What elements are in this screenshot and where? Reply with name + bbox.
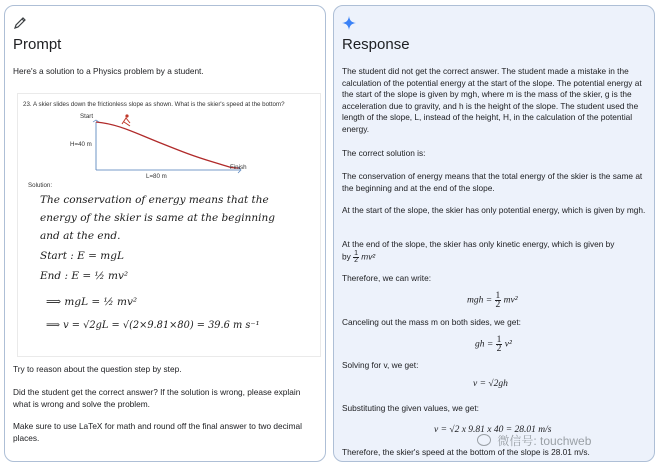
response-conclusion: Therefore, the skier's speed at the bottom of the slope is 28.01 m/s.: [342, 447, 590, 457]
handwriting-line: ⟹ mgL = ½ mv²: [46, 296, 138, 308]
solution-label: Solution:: [28, 182, 53, 189]
response-paragraph: The correct solution is:: [342, 148, 426, 158]
watermark-text: 微信号: touchweb: [497, 434, 592, 448]
sparkle-icon: [342, 16, 356, 30]
prompt-title: Prompt: [13, 36, 62, 53]
prompt-format-instruction: Make sure to use LaTeX for math and round off the final answer to two decimal places.: [13, 421, 303, 443]
start-label: Start: [80, 113, 94, 120]
response-paragraph: Solving for v, we get:: [342, 360, 419, 370]
prompt-panel: [4, 5, 326, 462]
response-paragraph: At the start of the slope, the skier has only potential energy, which is given by mgh.: [342, 205, 646, 215]
handwriting-line: The conservation of energy means that the: [40, 194, 269, 206]
response-paragraph: Substituting the given values, we get:: [342, 403, 479, 413]
problem-image: [17, 93, 321, 357]
handwriting-line: End : E = ½ mv²: [40, 270, 129, 282]
prompt-question: Did the student get the correct answer? If the solution is wrong, please explain what is wrong and solve the problem.: [13, 387, 301, 409]
response-paragraph: The student did not get the correct answer. The student made a mistake in the calculation of the potential energy at the start of the slope. The potential energy at the start of the slope is given by mgh, where m is the mass of the skier, g is the acceleration due to gravity, and h is the height of the slope. The student used the length of the slope, L, instead of the height, H, in the calculation of the potential energy.: [342, 66, 642, 134]
equation-energy: mgh = $\frac{1}{2}$ mv²: [467, 291, 518, 310]
by-label: by: [342, 251, 354, 262]
response-paragraph: Therefore, we can write:: [342, 273, 431, 283]
finish-label: Finish: [230, 164, 247, 171]
equation-solve: v = √2gh: [473, 379, 508, 389]
kinetic-energy-expr: mv²: [361, 251, 376, 262]
prompt-intro: Here's a solution to a Physics problem by a student.: [13, 66, 204, 76]
equation-substitute: v = √2 x 9.81 x 40 = 28.01 m/s: [434, 425, 552, 435]
response-title: Response: [342, 36, 410, 53]
handwriting-line: energy of the skier is same at the beginning: [40, 212, 275, 224]
response-paragraph: [342, 239, 647, 264]
fraction-half: $\frac{1}{2}$: [354, 249, 358, 264]
handwriting-line: and at the end.: [40, 230, 121, 242]
slope-diagram: [18, 94, 320, 189]
problem-question: 23. A skier slides down the frictionless slope as shown. What is the skier's speed at the bottom?: [23, 101, 285, 108]
response-paragraph: Canceling out the mass m on both sides, we get:: [342, 317, 521, 327]
handwriting-line: ⟹ v = √2gL = √(2×9.81×80) = 39.6 m s⁻¹: [46, 320, 260, 331]
watermark: [477, 432, 591, 449]
response-paragraph: The conservation of energy means that the total energy of the skier is the same at the beginning and at the end of the slope.: [342, 171, 643, 193]
pencil-icon: [13, 16, 27, 30]
prompt-step-instruction: Try to reason about the question step by step.: [13, 364, 182, 374]
equation-cancel: gh = $\frac{1}{2}$ v²: [475, 335, 512, 354]
height-label: H=40 m: [70, 141, 92, 148]
handwriting-line: Start : E = mgL: [40, 250, 124, 262]
response-panel: [333, 5, 655, 462]
wechat-icon: [477, 434, 491, 446]
kinetic-energy-text: At the end of the slope, the skier has only kinetic energy, which is given by: [342, 239, 615, 249]
length-label: L=80 m: [146, 173, 167, 180]
